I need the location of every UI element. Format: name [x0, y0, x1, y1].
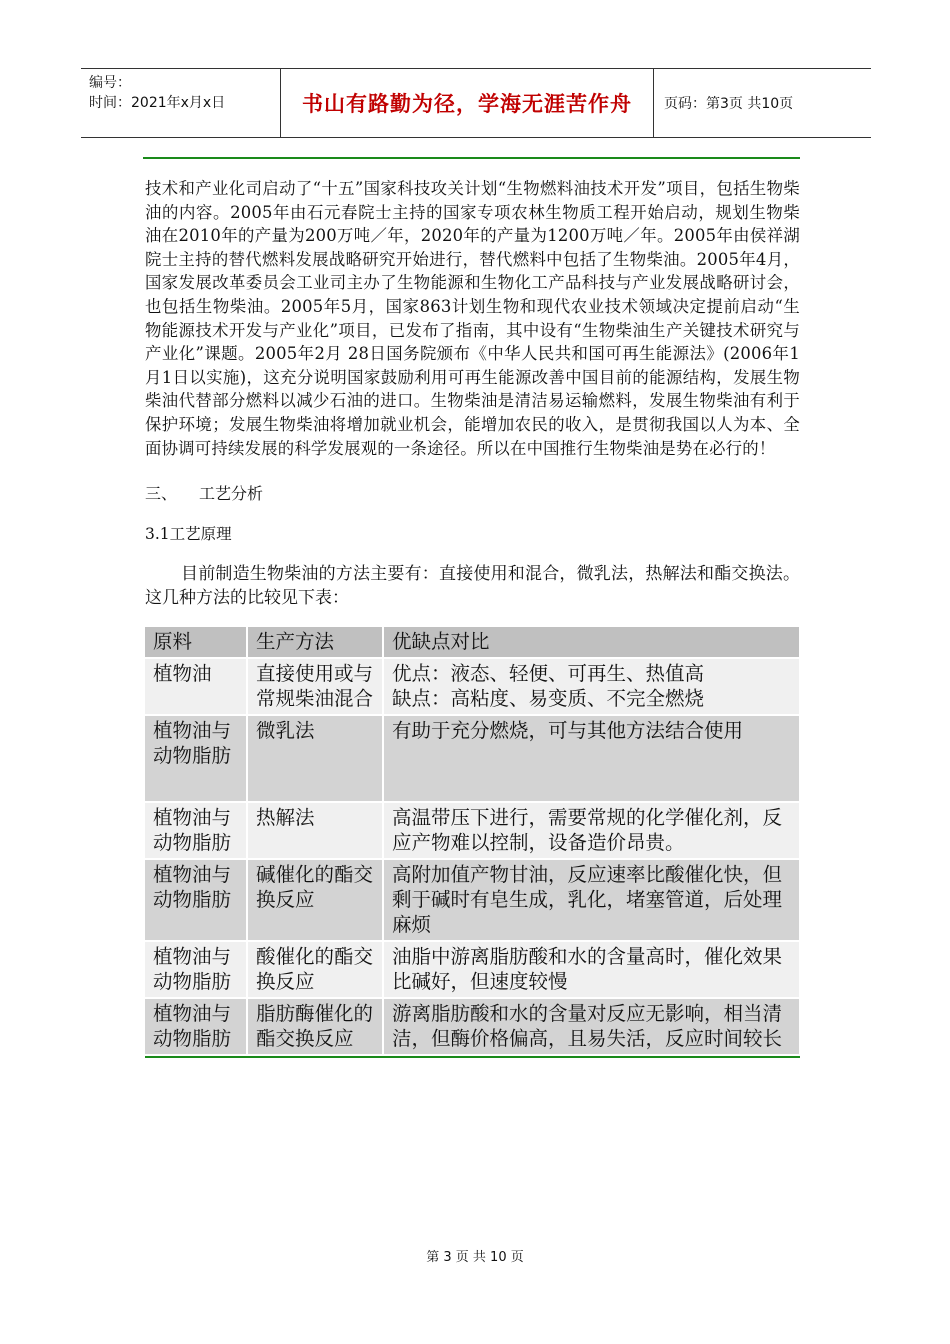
table-cell: 植物油与动物脂肪	[145, 998, 247, 1055]
intro-paragraph: 目前制造生物柴油的方法主要有：直接使用和混合，微乳法，热解法和酯交换法。这几种方法的比较见下表：	[145, 564, 800, 609]
table-header-cell: 原料	[145, 627, 247, 658]
table-row	[145, 859, 800, 941]
table-cell: 酸催化的酯交换反应	[247, 941, 383, 998]
table-cell: 植物油	[145, 658, 247, 715]
table-row	[145, 941, 800, 998]
comparison-table	[145, 627, 801, 1056]
header-meta	[81, 69, 281, 137]
table-header-row	[145, 627, 800, 658]
table-row	[145, 715, 800, 802]
body-paragraph: 技术和产业化司启动了“十五”国家科技攻关计划“生物燃料油技术开发”项目，包括生物柴油的内容。2005年由石元春院士主持的国家专项农林生物质工程开始启动，规划生物柴油在2010年的产量为200万吨／年，2020年的产量为1200万吨／年。2005年由侯祥湖院士主持的替代燃料发展战略研究开始进行，替代燃料中包括了生物柴油。2005年4月，国家发展改革委员会工业司主办了生物能源和生物化工产品科技与产业发展战略研讨会，也包括生物柴油。2005年5月，国家863计划生物和现代农业技术领域决定提前启动“生物能源技术开发与产业化”项目，已发布了指南，其中设有“生物柴油生产关键技术研究与产业化”课题。2005年2月 28日国务院颁布《中华人民共和国可再生能源法》(2006年1月1日以实施)，这充分说明国家鼓励利用可再生能源改善中国目前的能源结构，发展生物柴油代替部分燃料以减少石油的进口。生物柴油是清洁易运输燃料，发展生物柴油有利于保护环境；发展生物柴油将增加就业机会，能增加农民的收入，是贯彻我国以人为本、全面协调可持续发展的科学发展观的一条途径。所以在中国推行生物柴油是势在必行的！	[145, 179, 800, 458]
table-cell: 高附加值产物甘油，反应速率比酸催化快，但剩于碱时有皂生成，乳化，堵塞管道，后处理麻烦	[383, 859, 800, 941]
table-row	[145, 658, 800, 715]
document-body	[145, 177, 800, 1058]
table-cell: 植物油与动物脂肪	[145, 859, 247, 941]
page-footer: 第 3 页 共 10 页	[426, 1250, 524, 1265]
table-cell: 直接使用或与常规柴油混合	[247, 658, 383, 715]
table-cell: 植物油与动物脂肪	[145, 802, 247, 859]
table-cell: 游离脂肪酸和水的含量对反应无影响，相当清洁，但酶价格偏高，且易失活，反应时间较长	[383, 998, 800, 1055]
table-row	[145, 802, 800, 859]
time-label: 时间：2021年x月x日	[89, 95, 226, 111]
table-cell: 微乳法	[247, 715, 383, 802]
subsection-heading: 3.1工艺原理	[145, 525, 232, 544]
table-cell: 油脂中游离脂肪酸和水的含量高时，催化效果比碱好，但速度较慢	[383, 941, 800, 998]
table-cell: 碱催化的酯交换反应	[247, 859, 383, 941]
section-number: 三、	[145, 484, 178, 504]
table-bottom-rule	[145, 1056, 800, 1058]
table-cell: 优点：液态、轻便、可再生、热值高 缺点：高粘度、易变质、不完全燃烧	[383, 658, 800, 715]
section-heading	[145, 482, 800, 506]
table-cell: 植物油与动物脂肪	[145, 941, 247, 998]
table-cell: 脂肪酶催化的酯交换反应	[247, 998, 383, 1055]
header-divider	[143, 157, 800, 159]
table-cell: 高温带压下进行，需要常规的化学催化剂，反应产物难以控制，设备造价昂贵。	[383, 802, 800, 859]
section-title: 工艺分析	[199, 484, 264, 504]
table-cell: 有助于充分燃烧，可与其他方法结合使用	[383, 715, 800, 802]
table-header-cell: 生产方法	[247, 627, 383, 658]
header-page-info: 页码：第3页 共10页	[664, 96, 794, 112]
page-header	[81, 68, 871, 138]
table-cell: 植物油与动物脂肪	[145, 715, 247, 802]
table-header-cell: 优缺点对比	[383, 627, 800, 658]
number-label: 编号：	[89, 75, 131, 91]
table-row	[145, 998, 800, 1055]
table-cell: 热解法	[247, 802, 383, 859]
header-motto: 书山有路勤为径，学海无涯苦作舟	[281, 69, 654, 137]
